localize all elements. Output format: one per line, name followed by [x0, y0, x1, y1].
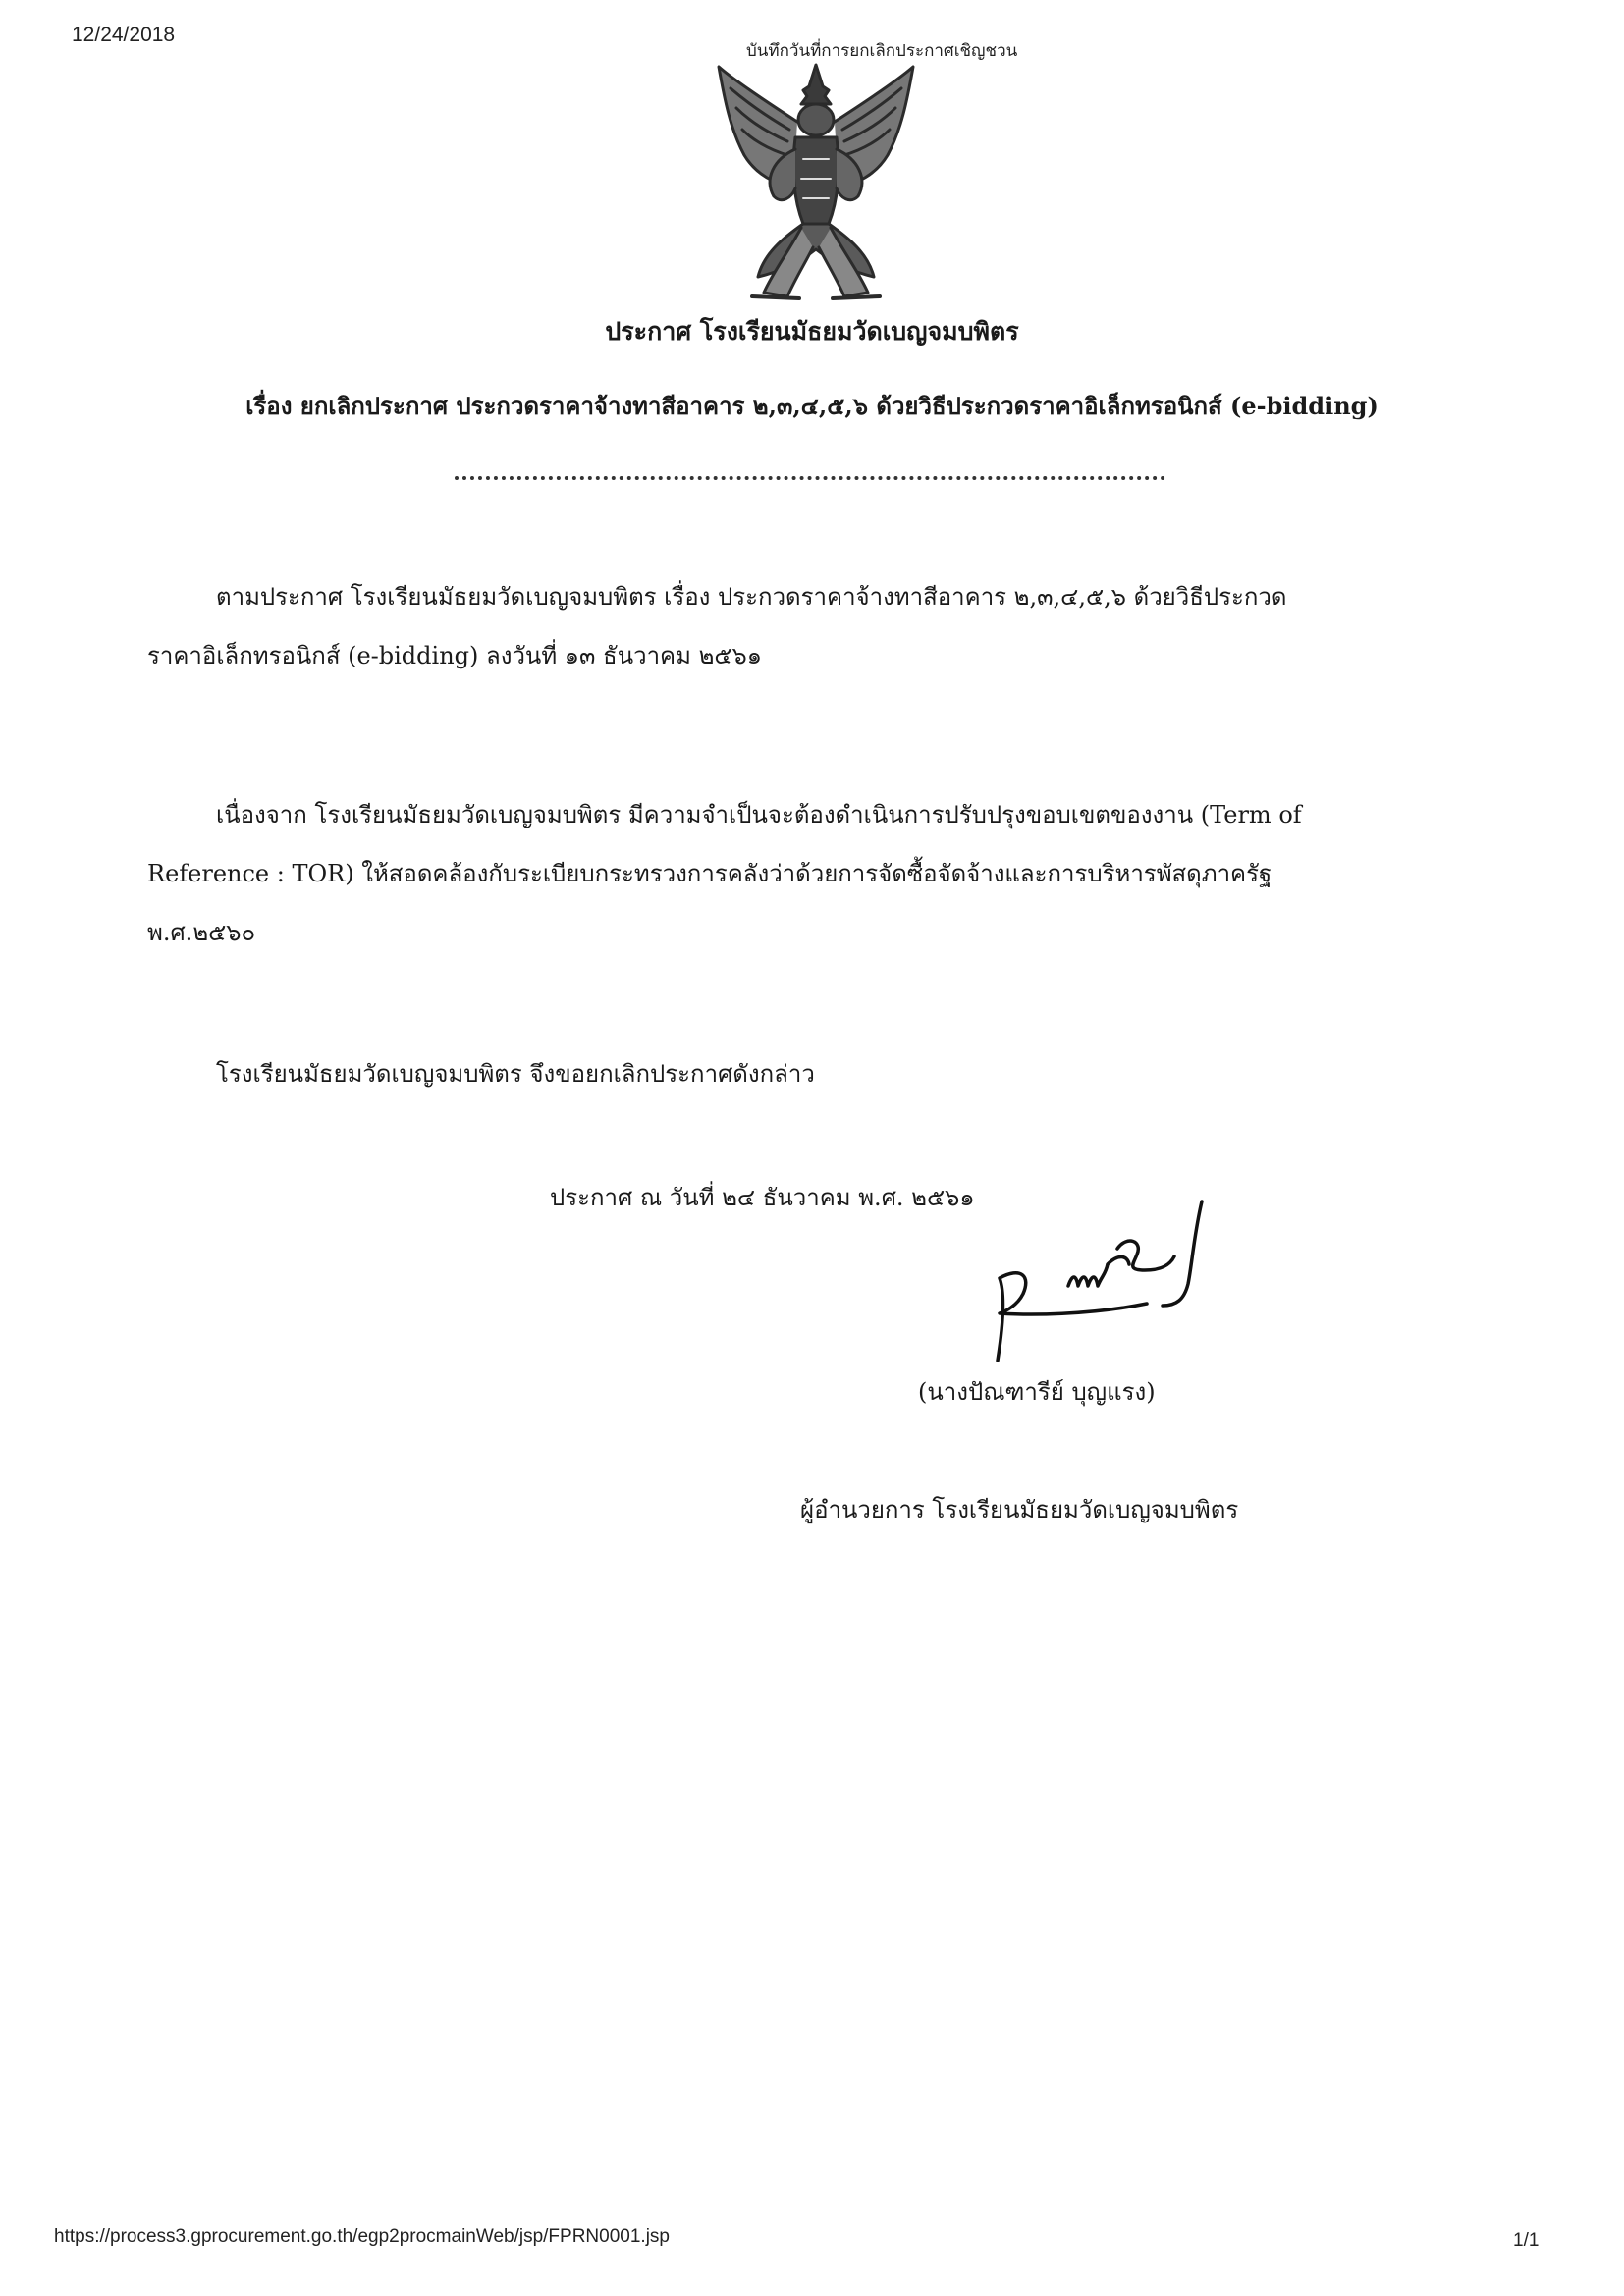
announcement-date: ประกาศ ณ วันที่ ๒๔ ธันวาคม พ.ศ. ๒๕๖๑ — [550, 1184, 975, 1211]
paragraph-reason-line-2: Reference : TOR) ให้สอดคล้องกับระเบียบกระทรวงการคลังว่าด้วยการจัดซื้อจัดจ้างและการบริหารพัสดุภาครัฐ — [147, 860, 1272, 887]
paragraph-reference — [147, 567, 1286, 685]
document-type-label: บันทึกวันที่การยกเลิกประกาศเชิญชวน — [746, 41, 1018, 61]
page-number: 1/1 — [1513, 2230, 1540, 2251]
signer-name: (นางปัณฑารีย์ บุญแรง) — [918, 1378, 1156, 1406]
garuda-emblem-icon — [705, 61, 927, 302]
handwritten-signature-icon — [970, 1196, 1206, 1372]
source-url: https://process3.gprocurement.go.th/egp2procmainWeb/jsp/FPRN0001.jsp — [54, 2226, 670, 2247]
paragraph-reason-line-3: พ.ศ.๒๕๖๐ — [147, 919, 256, 946]
announcement-title: ประกาศ โรงเรียนมัธยมวัดเบญจมบพิตร — [605, 317, 1019, 346]
paragraph-reason-line-1: เนื่องจาก โรงเรียนมัธยมวัดเบญจมบพิตร มีความจำเป็นจะต้องดำเนินการปรับปรุงขอบเขตของงาน (Term of — [216, 801, 1302, 828]
paragraph-reference-line-1: ตามประกาศ โรงเรียนมัธยมวัดเบญจมบพิตร เรื่อง ประกวดราคาจ้างทาสีอาคาร ๒,๓,๔,๕,๖ ด้วยวิธีประกวด — [216, 583, 1287, 611]
signer-position: ผู้อำนวยการ โรงเรียนมัธยมวัดเบญจมบพิตร — [800, 1496, 1239, 1523]
print-date: 12/24/2018 — [72, 24, 176, 46]
announcement-subject: เรื่อง ยกเลิกประกาศ ประกวดราคาจ้างทาสีอาคาร ๒,๓,๔,๕,๖ ด้วยวิธีประกวดราคาอิเล็กทรอนิกส์ (e-bidding) — [245, 392, 1379, 420]
paragraph-reason — [147, 785, 1302, 962]
paragraph-cancellation: โรงเรียนมัธยมวัดเบญจมบพิตร จึงขอยกเลิกประกาศดังกล่าว — [216, 1060, 815, 1088]
dotted-divider — [455, 476, 1165, 480]
paragraph-reference-line-2: ราคาอิเล็กทรอนิกส์ (e-bidding) ลงวันที่ ๑๓ ธันวาคม ๒๕๖๑ — [147, 642, 763, 669]
